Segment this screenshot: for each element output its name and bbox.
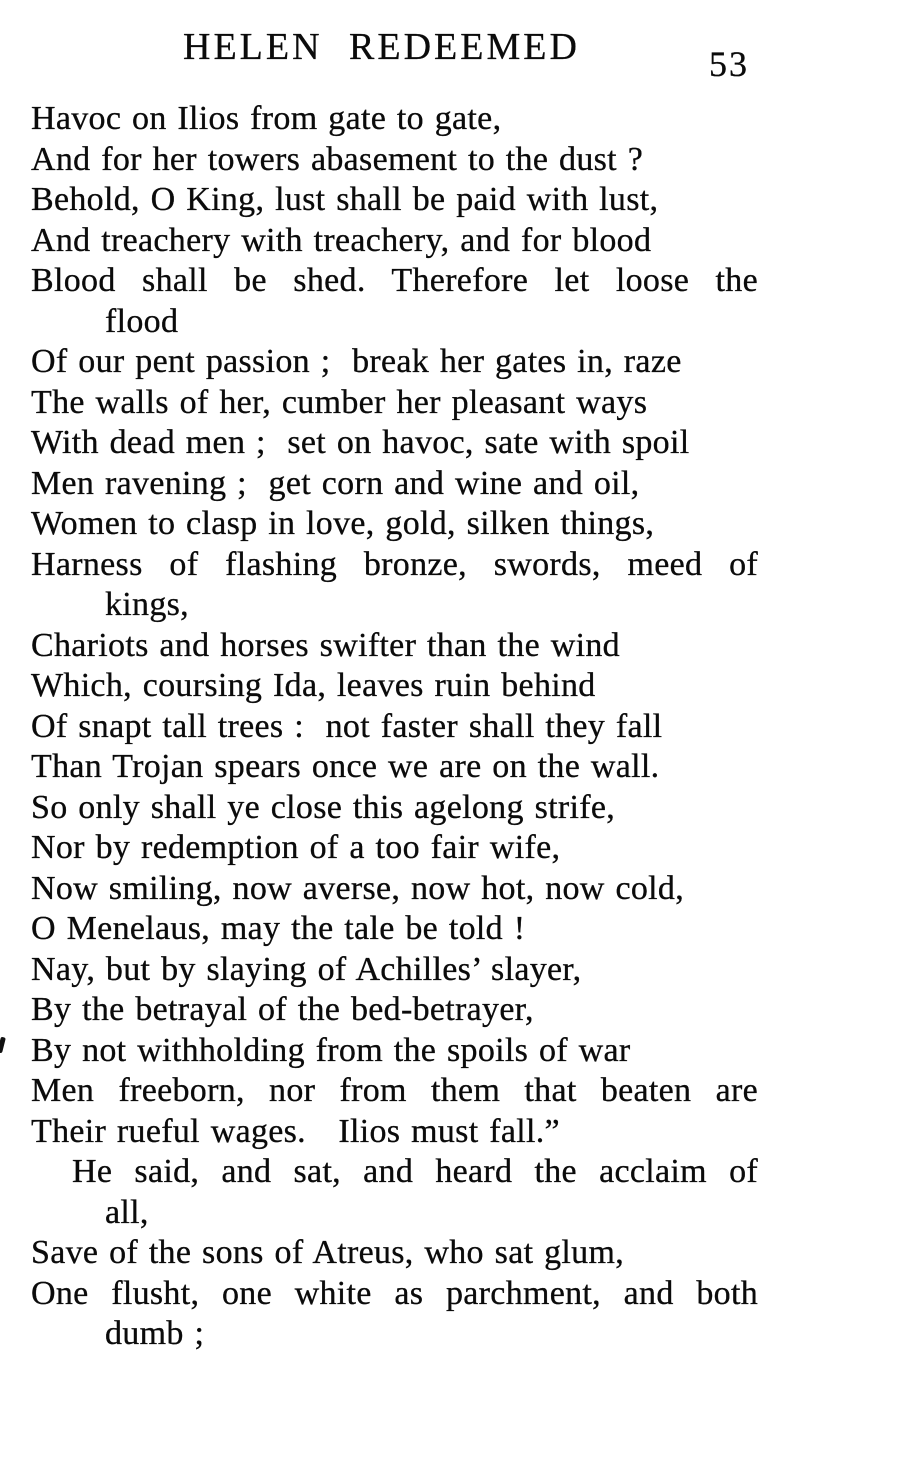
poem-line: Of our pent passion ; break her gates in, raze — [31, 343, 682, 380]
poem-line: Chariots and horses swifter than the wind — [31, 626, 620, 664]
poem-line: Havoc on Ilios from gate to gate, — [31, 100, 502, 137]
poem-line: With dead men ; set on havoc, sate with spoil — [31, 424, 690, 461]
poem-line: Nor by redemption of a too fair wife, — [31, 829, 561, 866]
poem-line: Behold, O King, lust shall be paid with lust, — [31, 181, 659, 218]
poem-line: Their rueful wages. Ilios must fall.” — [31, 1112, 560, 1150]
poem-line: Nay, but by slaying of Achilles’ slayer, — [31, 950, 582, 988]
poem-line: dumb ; — [105, 1315, 205, 1352]
poem-line: The walls of her, cumber her pleasant ways — [31, 383, 648, 421]
poem-line: By the betrayal of the bed-betrayer, — [31, 991, 534, 1028]
poem — [31, 99, 758, 1355]
poem-line: Harness of flashing bronze, swords, meed of — [31, 545, 758, 583]
poem-line: Than Trojan spears once we are on the wall. — [31, 748, 660, 785]
poem-line: Men freeborn, nor from them that beaten are — [31, 1072, 758, 1109]
poem-line: Blood shall be shed. Therefore let loose the — [31, 262, 758, 299]
poem-line: By not withholding from the spoils of war — [31, 1031, 631, 1069]
poem-line: He said, and sat, and heard the acclaim of — [72, 1153, 758, 1190]
page-number: 53 — [709, 44, 749, 84]
poem-line: kings, — [105, 586, 189, 623]
poem-line: all, — [105, 1193, 149, 1231]
scan-artifact-mark — [0, 1037, 6, 1054]
poem-line: Of snapt tall trees : not faster shall they fall — [31, 707, 663, 745]
poem-line: flood — [105, 302, 179, 340]
poem-line: Save of the sons of Atreus, who sat glum, — [31, 1234, 625, 1271]
poem-line: Women to clasp in love, gold, silken things, — [31, 505, 655, 542]
poem-line: Men ravening ; get corn and wine and oil, — [31, 464, 640, 502]
poem-line: One flusht, one white as parchment, and both — [31, 1274, 758, 1312]
poem-line: And for her towers abasement to the dust ? — [31, 140, 644, 178]
poem-line: O Menelaus, may the tale be told ! — [31, 910, 526, 947]
poem-line: Now smiling, now averse, now hot, now cold, — [31, 869, 684, 907]
poem-line: Which, coursing Ida, leaves ruin behind — [31, 667, 596, 704]
running-head-title: HELEN REDEEMED — [183, 26, 580, 68]
poem-line: So only shall ye close this agelong strife, — [31, 788, 616, 826]
poem-line: And treachery with treachery, and for blood — [31, 221, 652, 259]
